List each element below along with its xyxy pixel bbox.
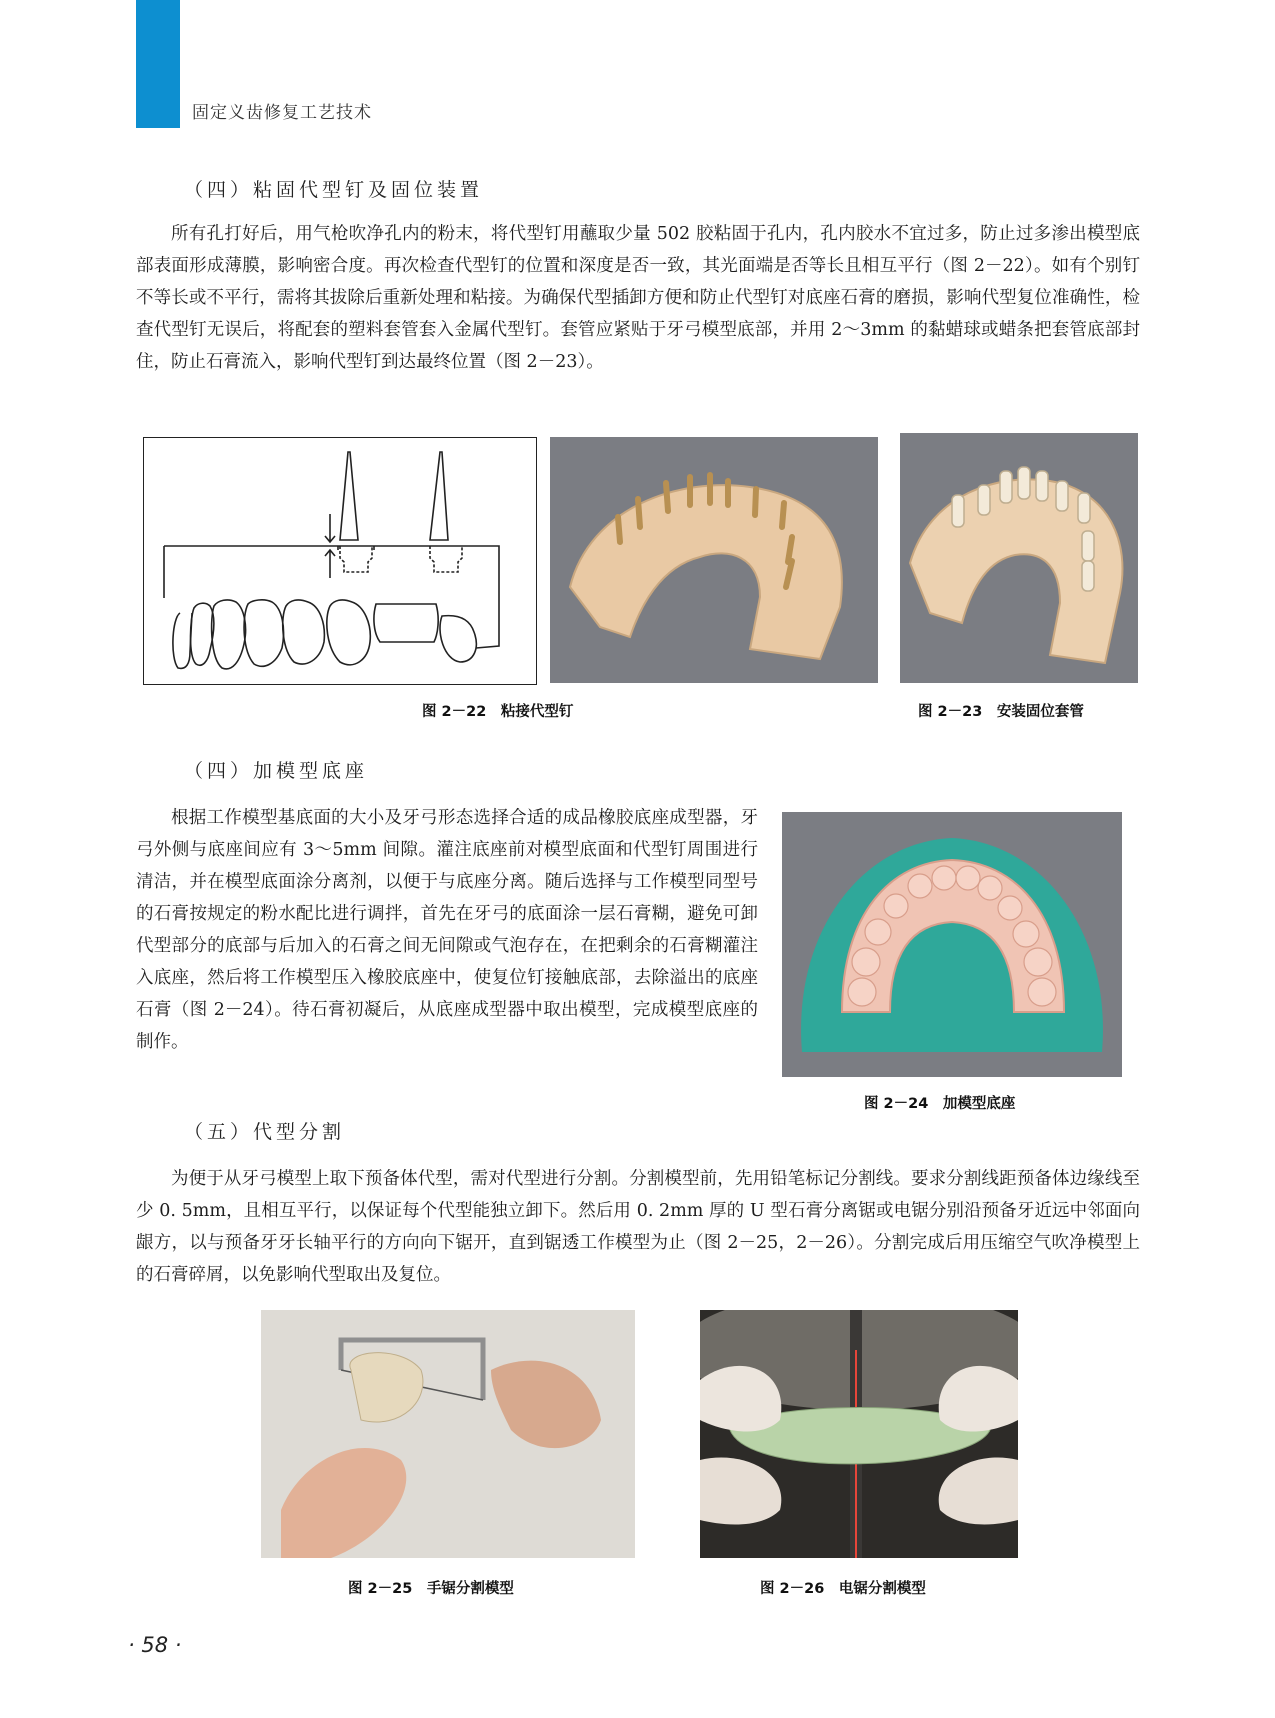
caption-fig-2-23: 图 2－23 安装固位套管 xyxy=(918,704,1084,720)
figure-2-22-diagram xyxy=(143,437,537,685)
caption-fig-2-25: 图 2－25 手锯分割模型 xyxy=(348,1581,514,1597)
figure-2-25-photo xyxy=(261,1310,635,1558)
page-number: · 58 · xyxy=(128,1633,182,1657)
caption-fig-2-24: 图 2－24 加模型底座 xyxy=(864,1096,1016,1112)
figure-2-24-photo xyxy=(782,812,1122,1077)
paragraph-text: 根据工作模型基底面的大小及牙弓形态选择合适的成品橡胶底座成型器，牙弓外侧与底座间应有 3～5mm 间隙。灌注底座前对模型底面和代型钉周围进行清洁，并在模型底面涂分离剂，以便于与底座分离。随后选择与工作模型同型号的石膏按规定的粉水配比进行调拌，首先在牙弓的底面涂一层石膏糊，避免可卸代型部分的底部与后加入的石膏之间无间隙或气泡存在，在把剩余的石膏糊灌注入底座，然后将工作模型压入橡胶底座中，使复位钉接触底部，去除溢出的底座石膏（图 2－24）。待石膏初凝后，从底座成型器中取出模型，完成模型底座的制作。 xyxy=(136,808,758,1052)
figure-2-23-photo xyxy=(900,433,1138,683)
paragraph-die-sectioning xyxy=(136,1163,1140,1291)
paragraph-text: 所有孔打好后，用气枪吹净孔内的粉末，将代型钉用蘸取少量 502 胶粘固于孔内，孔内胶水不宜过多，防止过多渗出模型底部表面形成薄膜，影响密合度。再次检查代型钉的位置和深度是否一致，其光面端是否等长且相互平行（图 2－22）。如有个别钉不等长或不平行，需将其拔除后重新处理和粘接。为确保代型插卸方便和防止代型钉对底座石膏的磨损，影响代型复位准确性，检查代型钉无误后，将配套的塑料套管套入金属代型钉。套管应紧贴于牙弓模型底部，并用 2～3mm 的黏蜡球或蜡条把套管底部封住，防止石膏流入，影响代型钉到达最终位置（图 2－23）。 xyxy=(136,224,1140,372)
paragraph-dowel-pins xyxy=(136,218,1140,378)
caption-fig-2-26: 图 2－26 电锯分割模型 xyxy=(760,1581,926,1597)
paragraph-text: 为便于从牙弓模型上取下预备体代型，需对代型进行分割。分割模型前，先用铅笔标记分割线。要求分割线距预备体边缘线至少 0. 5mm，且相互平行，以保证每个代型能独立卸下。然后用 0. 2mm 厚的 U 型石膏分离锯或电锯分别沿预备牙近远中邻面向龈方，以与预备牙牙长轴平行的方向向下锯开，直到锯透工作模型为止（图 2－25，2－26）。分割完成后用压缩空气吹净模型上的石膏碎屑，以免影响代型取出及复位。 xyxy=(136,1169,1140,1285)
paragraph-model-base xyxy=(136,802,758,1058)
figure-2-22-photo xyxy=(550,437,878,683)
chapter-color-bar xyxy=(136,0,180,128)
section-heading-die-sectioning: （五）代型分割 xyxy=(184,1121,346,1143)
caption-fig-2-22: 图 2－22 粘接代型钉 xyxy=(422,704,574,720)
section-heading-model-base: （四）加模型底座 xyxy=(184,760,369,782)
section-heading-dowel-pins: （四）粘固代型钉及固位装置 xyxy=(184,179,484,201)
running-title: 固定义齿修复工艺技术 xyxy=(192,103,372,123)
figure-2-26-photo xyxy=(700,1310,1018,1558)
